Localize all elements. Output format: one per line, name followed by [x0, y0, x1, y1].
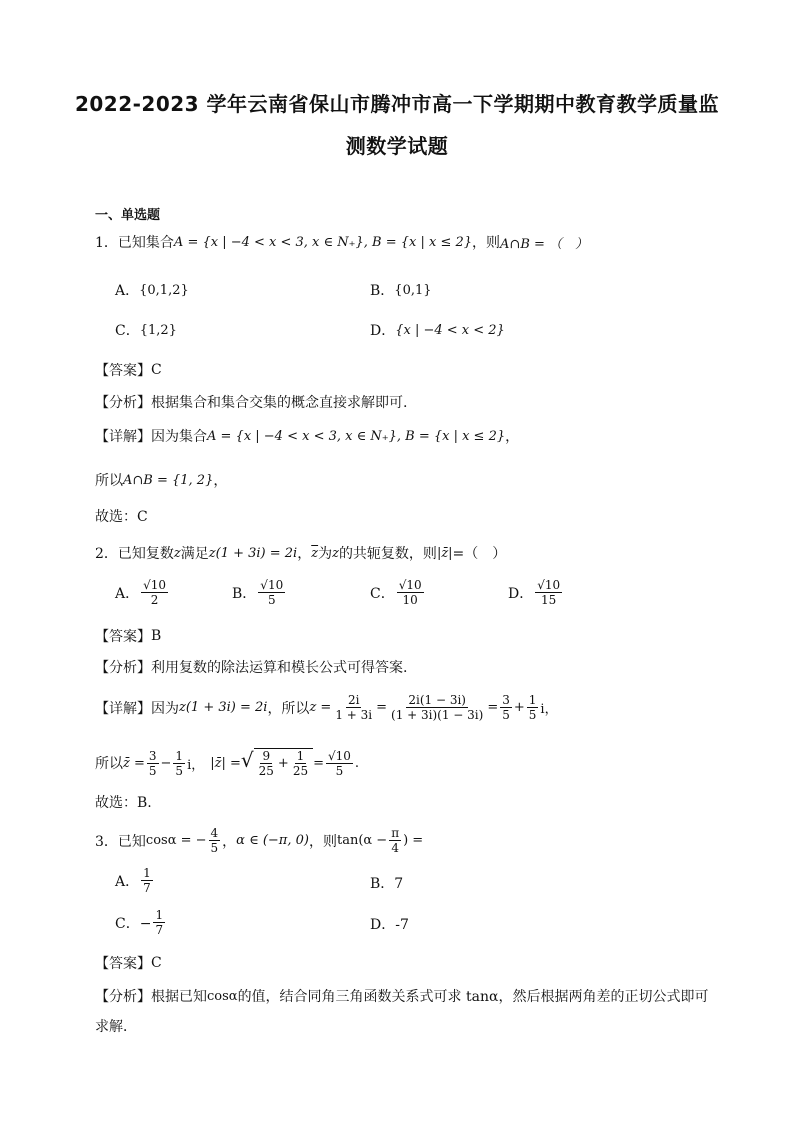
q1-stem-prefix: 1．已知集合: [95, 235, 174, 251]
option-fraction: $\frac{1}{7}$: [143, 866, 151, 895]
analysis-tag: 【分析】: [95, 660, 151, 676]
period: .: [354, 755, 360, 771]
minus-sign: −: [160, 755, 172, 771]
option-fraction: $\frac{√10}{15}$: [537, 578, 561, 607]
q2-detail: 【详解】 因为 z(1 + 3i) = 2i ，所以 z = $\frac{2i}{1 + 3i}$ = $\frac{2i(1 - 3i)}{(1 + 3i)(1 - 3i)}$ = $\frac{3}{5}$ + $\frac{1}{5}$ i，: [95, 693, 558, 722]
q2-zbar: $\overline{z}$: [311, 545, 319, 561]
q2-stem-b: ，: [297, 546, 312, 562]
abs-equals: |z̄| =: [210, 755, 241, 771]
q3-tan: tan(α −: [336, 833, 388, 848]
q3-option-c: [115, 908, 167, 937]
option-letter: C．−: [115, 915, 152, 932]
q3-stem-a: ，: [222, 833, 237, 850]
answer-tag: 【答案】: [95, 956, 151, 972]
option-letter: D．: [370, 323, 396, 339]
q2-option-a: [115, 578, 170, 607]
option-letter: B．: [370, 283, 395, 299]
q1-option-a: [115, 280, 189, 300]
option-value: {1,2}: [139, 322, 177, 338]
q1-stem-mid: ，则: [472, 235, 501, 251]
fraction: $\frac{3}{5}$: [502, 693, 510, 722]
plus-sign: +: [513, 700, 525, 715]
q1-detail-line2: [95, 470, 227, 490]
paper-title-line-1: 2022-2023 学年云南省保山市腾冲市高一下学期期中教育教学质量监: [74, 92, 720, 116]
q2-z-2: z: [332, 545, 339, 561]
option-letter: C．: [115, 323, 140, 339]
q2-stem-c: 为: [318, 546, 333, 562]
detail-z-equals: z =: [309, 700, 332, 715]
q1-analysis: [95, 392, 407, 412]
answer-value: C: [151, 955, 162, 971]
detail-tag: 【详解】: [95, 429, 151, 445]
detail-text: 因为集合: [151, 429, 207, 445]
q2-stem-prefix: 2．已知复数: [95, 546, 174, 562]
q2-answer: [95, 626, 161, 646]
q2-option-c: [370, 578, 426, 607]
q3-tan-end: ) =: [403, 833, 424, 848]
option-letter: C．: [370, 585, 395, 602]
fraction: $\frac{1}{5}$: [528, 693, 537, 722]
analysis-cos: cosα: [207, 988, 238, 1004]
answer-value: C: [151, 362, 162, 378]
detail-math: A = {x | −4 < x < 3, x ∈ N₊}, B = {x | x ≤ 2}: [207, 428, 506, 444]
detail-end: ，: [505, 429, 520, 445]
option-fraction: $\frac{√10}{2}$: [143, 578, 167, 607]
q3-range: α ∈ (−π, 0): [236, 833, 309, 848]
q1-option-b: [370, 280, 432, 300]
q1-answer: [95, 360, 162, 380]
option-fraction: $\frac{√10}{10}$: [398, 578, 422, 607]
fraction: $\frac{3}{5}$: [148, 748, 157, 778]
imag-unit: i，: [187, 757, 205, 773]
answer-tag: 【答案】: [95, 363, 151, 379]
q1-stem-sets: A = {x | −4 < x < 3, x ∈ N₊}, B = {x | x ≤ 2}: [173, 234, 473, 250]
q2-condition: z(1 + 3i) = 2i: [208, 545, 298, 561]
detail-text: ，所以: [267, 700, 310, 717]
option-value: {0,1}: [394, 282, 432, 298]
option-fraction: $\frac{√10}{5}$: [260, 578, 284, 607]
option-letter: B．: [232, 585, 257, 602]
q2-option-b: [232, 578, 287, 607]
q3-stem: [95, 826, 423, 855]
q2-conclusion: 故选：B.: [95, 795, 152, 811]
imag-unit: i，: [540, 702, 558, 717]
detail-condition: z(1 + 3i) = 2i: [179, 700, 268, 715]
detail-math: A∩B = {1, 2}: [123, 472, 214, 488]
q1-detail: [95, 426, 519, 446]
fraction: $\frac{√10}{5}$: [328, 748, 351, 778]
q1-stem: [95, 232, 588, 252]
q3-stem-b: ，则: [308, 833, 337, 850]
q2-stem-e: =（ ）: [452, 546, 507, 562]
section-heading: 一、单选题: [95, 208, 161, 223]
detail-text: 因为: [151, 700, 179, 717]
detail-text: 所以: [95, 473, 123, 489]
fraction: $\frac{\pi}{4}$: [391, 826, 400, 855]
option-letter: A．: [115, 585, 140, 602]
q1-stem-intersection: A∩B = （ ）: [500, 236, 589, 252]
analysis-text: 利用复数的除法运算和模长公式可得答案.: [151, 660, 408, 676]
option-letter: D．: [508, 585, 534, 602]
q2-stem-d: 的共轭复数，则: [338, 546, 437, 562]
q1-conclusion: 故选：C: [95, 509, 148, 525]
zbar-equals: z̄ =: [123, 755, 145, 771]
q2-z: z: [173, 545, 181, 561]
q3-stem-prefix: 3．已知: [95, 833, 146, 850]
option-letter: A．: [115, 873, 140, 890]
fraction: $\frac{2i(1 - 3i)}{(1 + 3i)(1 - 3i)}$: [391, 693, 484, 722]
q2-option-d: [508, 578, 564, 607]
paper-title-line-2: 测数学试题: [345, 134, 449, 158]
option-value: {0,1,2}: [139, 282, 189, 298]
fraction: $\frac{2i}{1 + 3i}$: [335, 693, 373, 722]
q1-option-c: [115, 320, 177, 340]
fraction: $\frac{4}{5}$: [210, 826, 219, 855]
q3-analysis: [95, 986, 708, 1006]
detail-tag: 【详解】: [95, 700, 151, 717]
q1-option-d: [370, 320, 505, 340]
option-value: {x | −4 < x < 2}: [395, 322, 505, 338]
q2-analysis: [95, 657, 407, 677]
square-root: √ $\frac{9}{25}$ + $\frac{1}{25}$: [241, 748, 313, 778]
q3-cos: cosα = −: [145, 833, 207, 848]
analysis-tag: 【分析】: [95, 395, 151, 411]
option-fraction: $\frac{1}{7}$: [155, 908, 164, 937]
q3-option-a: [115, 866, 155, 895]
option-letter: A．: [115, 283, 140, 299]
detail-end: ，: [213, 473, 228, 489]
q2-stem-a: 满足: [180, 546, 209, 562]
answer-tag: 【答案】: [95, 629, 151, 645]
analysis-text: 的值，结合同角三角函数关系式可求 tanα，然后根据两角差的正切公式即可: [237, 989, 709, 1005]
q2-stem: [95, 543, 506, 563]
q3-analysis-line2: 求解．: [95, 1019, 137, 1035]
fraction: $\frac{1}{5}$: [175, 748, 184, 778]
q3-answer: [95, 953, 162, 973]
q2-abs-expression: |z̄|: [436, 545, 453, 561]
analysis-tag: 【分析】: [95, 989, 151, 1005]
q3-option-b: B．7: [370, 876, 404, 892]
detail-text: 所以: [95, 756, 123, 772]
q3-option-d: D．-7: [370, 917, 409, 933]
analysis-text: 根据已知: [151, 989, 207, 1005]
answer-value: B: [151, 628, 162, 644]
q2-detail-line2: 所以 z̄ = $\frac{3}{5}$ − $\frac{1}{5}$ i， |z̄| = √ $\frac{9}{25}$ + $\frac{1}{25}$ = $\frac{√10}{5}$ .: [95, 748, 360, 778]
analysis-text: 根据集合和集合交集的概念直接求解即可.: [151, 395, 408, 411]
